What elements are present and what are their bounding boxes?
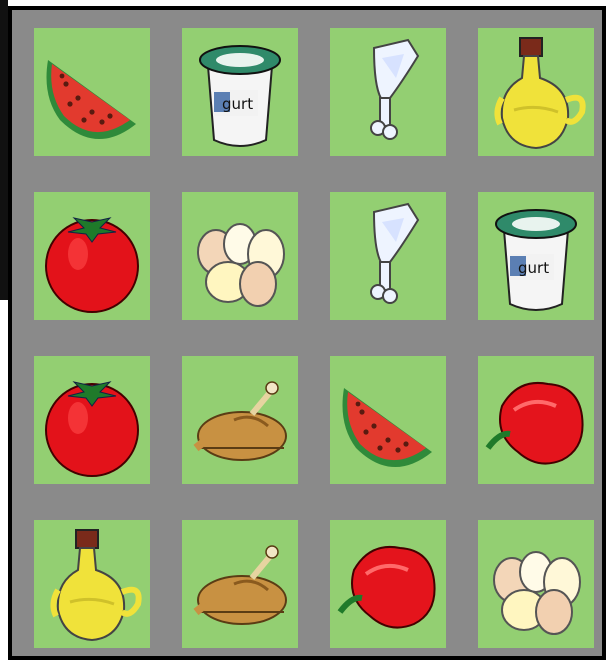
memory-card-red-pepper[interactable] — [478, 356, 594, 484]
memory-board — [12, 10, 602, 656]
oil-bottle-icon — [34, 520, 150, 648]
memory-card-yogurt[interactable] — [478, 192, 594, 320]
memory-card-watermark-slice[interactable] — [34, 28, 150, 156]
tomato-icon — [34, 192, 150, 320]
chicken-leg-icon — [330, 192, 446, 320]
roast-chicken-icon — [182, 520, 298, 648]
memory-card-roast-chicken[interactable] — [182, 356, 298, 484]
memory-card-chicken-leg[interactable] — [330, 28, 446, 156]
yogurt-cup-icon — [182, 28, 298, 156]
watermelon-slice-icon — [34, 28, 150, 156]
svg-text:gurt: gurt — [222, 95, 254, 113]
red-pepper-icon — [478, 356, 594, 484]
memory-card-eggs[interactable] — [182, 192, 298, 320]
yogurt-cup-icon — [478, 192, 594, 320]
oil-bottle-icon — [478, 28, 594, 156]
memory-card-red-pepper[interactable] — [330, 520, 446, 648]
chicken-leg-icon — [330, 28, 446, 156]
memory-card-watermark-slice[interactable] — [330, 356, 446, 484]
memory-card-eggs[interactable] — [478, 520, 594, 648]
svg-text:gurt: gurt — [518, 259, 550, 277]
watermelon-slice-icon — [330, 356, 446, 484]
frame-shadow-left — [0, 0, 8, 300]
memory-card-chicken-leg[interactable] — [330, 192, 446, 320]
eggs-icon — [182, 192, 298, 320]
memory-card-roast-chicken[interactable] — [182, 520, 298, 648]
red-pepper-icon — [330, 520, 446, 648]
memory-card-yogurt[interactable] — [182, 28, 298, 156]
memory-card-tomato[interactable] — [34, 192, 150, 320]
tomato-icon — [34, 356, 150, 484]
eggs-icon — [478, 520, 594, 648]
memory-board-frame — [8, 6, 606, 660]
memory-card-oil-bottle[interactable] — [478, 28, 594, 156]
roast-chicken-icon — [182, 356, 298, 484]
memory-card-tomato[interactable] — [34, 356, 150, 484]
memory-card-oil-bottle[interactable] — [34, 520, 150, 648]
